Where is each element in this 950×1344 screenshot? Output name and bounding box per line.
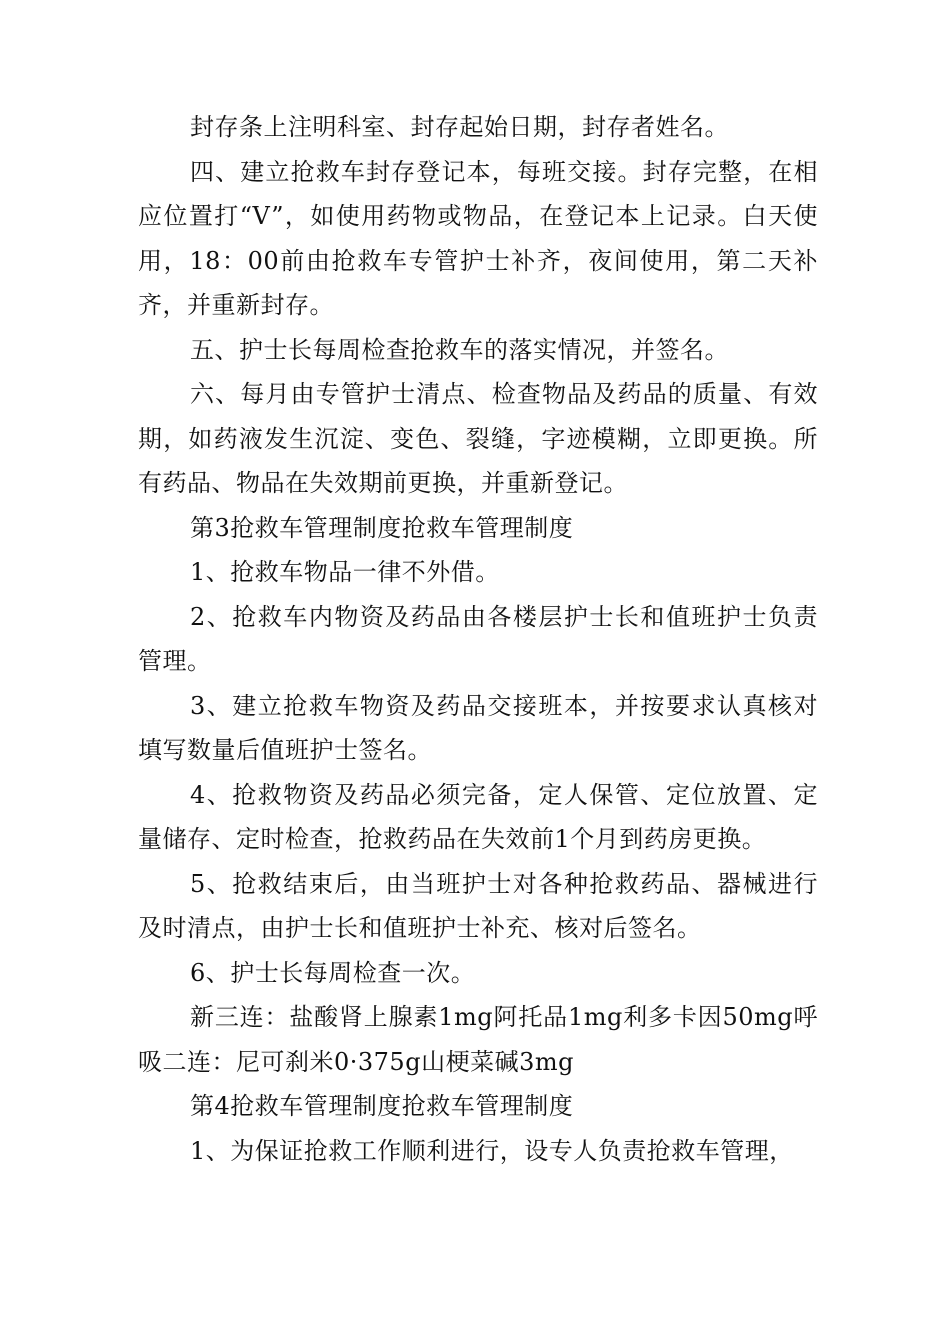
- paragraph-item-1: 1、抢救车物品一律不外借。: [190, 558, 500, 586]
- paragraph-rule-4: 四、建立抢救车封存登记本，每班交接。封存完整，在相应位置打“V”，如使用药物或物品，在登记本上记录。白天使用，18：00前由抢救车专管护士补齐，夜间使用，第二天补齐，并重新封存。: [138, 157, 818, 319]
- paragraph-item-5: 5、抢救结束后，由当班护士对各种抢救药品、器械进行及时清点，由护士长和值班护士补充、核对后签名。: [138, 869, 818, 942]
- paragraph-section4-item-1: 1、为保证抢救工作顺利进行，设专人负责抢救车管理，: [190, 1136, 794, 1165]
- paragraph-item-3: 3、建立抢救车物资及药品交接班本，并按要求认真核对填写数量后值班护士签名。: [138, 691, 818, 764]
- paragraph-drug-list: 新三连：盐酸肾上腺素1mg阿托品1mg利多卡因50mg呼吸二连：尼可刹米0·375g山梗菜碱3mg: [138, 1003, 818, 1076]
- paragraph-item-4: 4、抢救物资及药品必须完备，定人保管、定位放置、定量储存、定时检查，抢救药品在失效前1个月到药房更换。: [138, 780, 818, 853]
- section-heading-4: 第4抢救车管理制度抢救车管理制度: [190, 1092, 574, 1120]
- paragraph-seal-label: 封存条上注明科室、封存起始日期，封存者姓名。: [190, 113, 729, 141]
- paragraph-rule-5: 五、护士长每周检查抢救车的落实情况，并签名。: [190, 335, 729, 364]
- paragraph-item-2: 2、抢救车内物资及药品由各楼层护士长和值班护士负责管理。: [138, 602, 818, 675]
- paragraph-item-6: 6、护士长每周检查一次。: [190, 958, 476, 987]
- section-heading-3: 第3抢救车管理制度抢救车管理制度: [190, 513, 574, 542]
- document-body: [138, 105, 818, 1173]
- paragraph-rule-6: 六、每月由专管护士清点、检查物品及药品的质量、有效期，如药液发生沉淀、变色、裂缝，字迹模糊，立即更换。所有药品、物品在失效期前更换，并重新登记。: [138, 380, 818, 497]
